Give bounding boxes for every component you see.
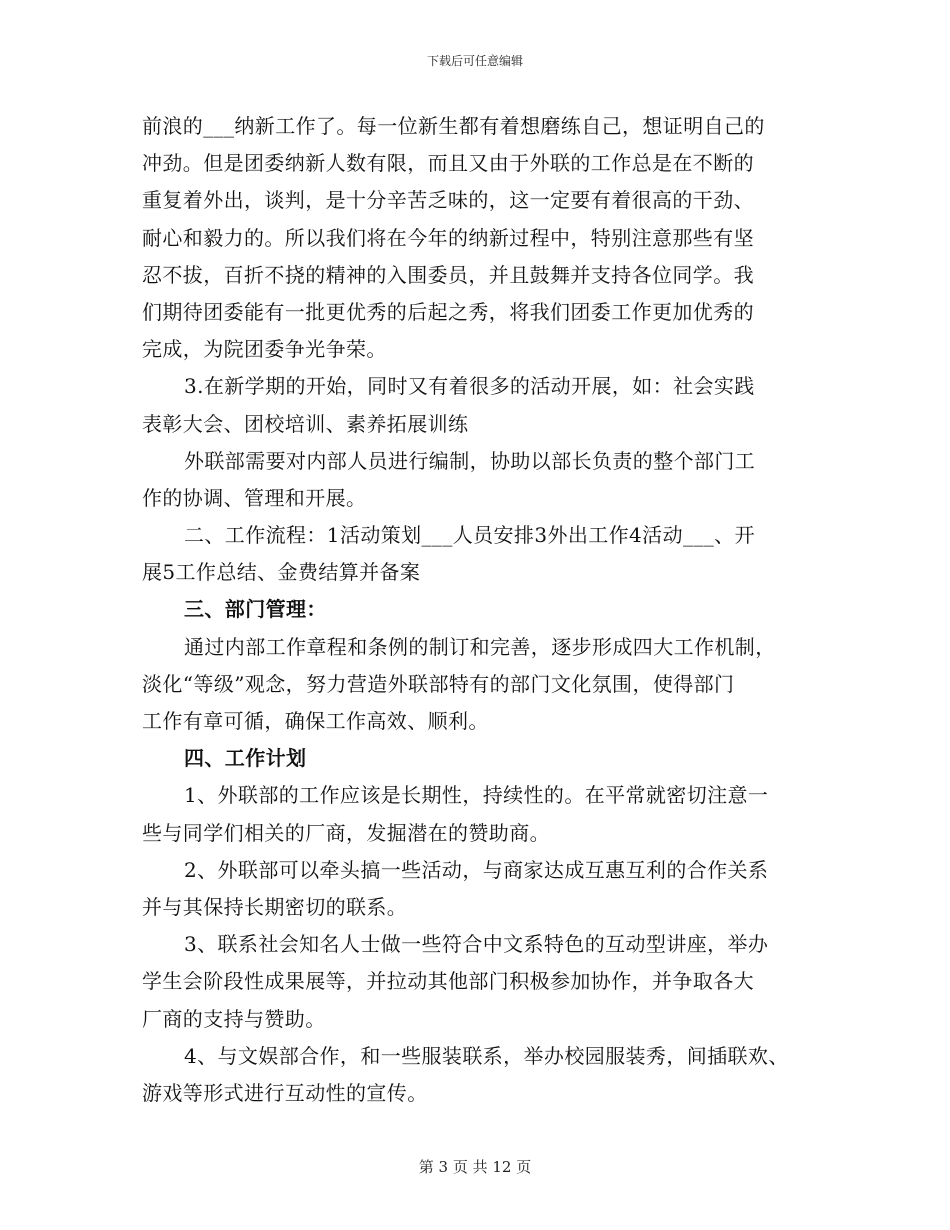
- section-heading: 三、部门管理：: [184, 597, 327, 622]
- text-line: 2、外联部可以牵头搞一些活动，与商家达成互惠互利的合作关系: [184, 857, 769, 882]
- text-line: 厂商的支持与赞助。: [142, 1006, 326, 1031]
- text-line: 游戏等形式进行互动性的宣传。: [142, 1080, 428, 1105]
- text-line: 冲劲。但是团委纳新人数有限，而且又由于外联的工作总是在不断的: [142, 151, 754, 176]
- text-line: 淡化“等级”观念，努力营造外联部特有的部门文化氛围，使得部门: [142, 671, 735, 696]
- text-line: 工作有章可循，确保工作高效、顺利。: [142, 709, 489, 733]
- page-header: 下载后可任意编辑: [426, 54, 523, 68]
- text-line: 忍不拔，百折不挠的精神的入围委员，并且鼓舞并支持各位同学。我: [142, 262, 754, 287]
- text-line: 表彰大会、团校培训、素养拓展训练: [142, 411, 469, 436]
- text-line: 重复着外出，谈判，是十分辛苦乏味的，这一定要有着很高的干劲、: [142, 188, 754, 213]
- text-line: 些与同学们相关的厂商，发掘潜在的赞助商。: [142, 820, 550, 845]
- text-line: 1、外联部的工作应该是长期性，持续性的。在平常就密切注意一: [184, 783, 769, 808]
- text-line: 并与其保持长期密切的联系。: [142, 894, 408, 919]
- text-line: 通过内部工作章程和条例的制订和完善，逐步形成四大工作机制，: [184, 634, 776, 659]
- text-line: 4、与文娱部合作，和一些服装联系，举办校园服装秀，间插联欢、: [184, 1043, 789, 1068]
- text-line: 3.在新学期的开始，同时又有着很多的活动开展，如：社会实践: [184, 374, 755, 399]
- section-heading: 四、工作计划: [184, 746, 307, 771]
- text-line: 们期待团委能有一批更优秀的后起之秀，将我们团委工作更加优秀的: [142, 299, 754, 324]
- page-footer: 第 3 页 共 12 页: [418, 1158, 532, 1176]
- text-line: 完成，为院团委争光争荣。: [142, 337, 387, 362]
- text-line: 展5工作总结、金费结算并备案: [142, 560, 421, 585]
- document-body: [142, 108, 822, 1112]
- text-line: 二、工作流程：1活动策划___人员安排3外出工作4活动___、开: [184, 523, 755, 548]
- text-line: 耐心和毅力的。所以我们将在今年的纳新过程中，特别注意那些有坚: [142, 225, 754, 250]
- text-line: 3、联系社会知名人士做一些符合中文系特色的互动型讲座，举办: [184, 932, 769, 957]
- text-line: 作的协调、管理和开展。: [142, 485, 367, 510]
- text-line: 外联部需要对内部人员进行编制，协助以部长负责的整个部门工: [184, 448, 756, 473]
- text-line: 前浪的___纳新工作了。每一位新生都有着想磨练自己，想证明自己的: [142, 114, 765, 138]
- text-line: 学生会阶段性成果展等，并拉动其他部门积极参加协作，并争取各大: [142, 969, 754, 994]
